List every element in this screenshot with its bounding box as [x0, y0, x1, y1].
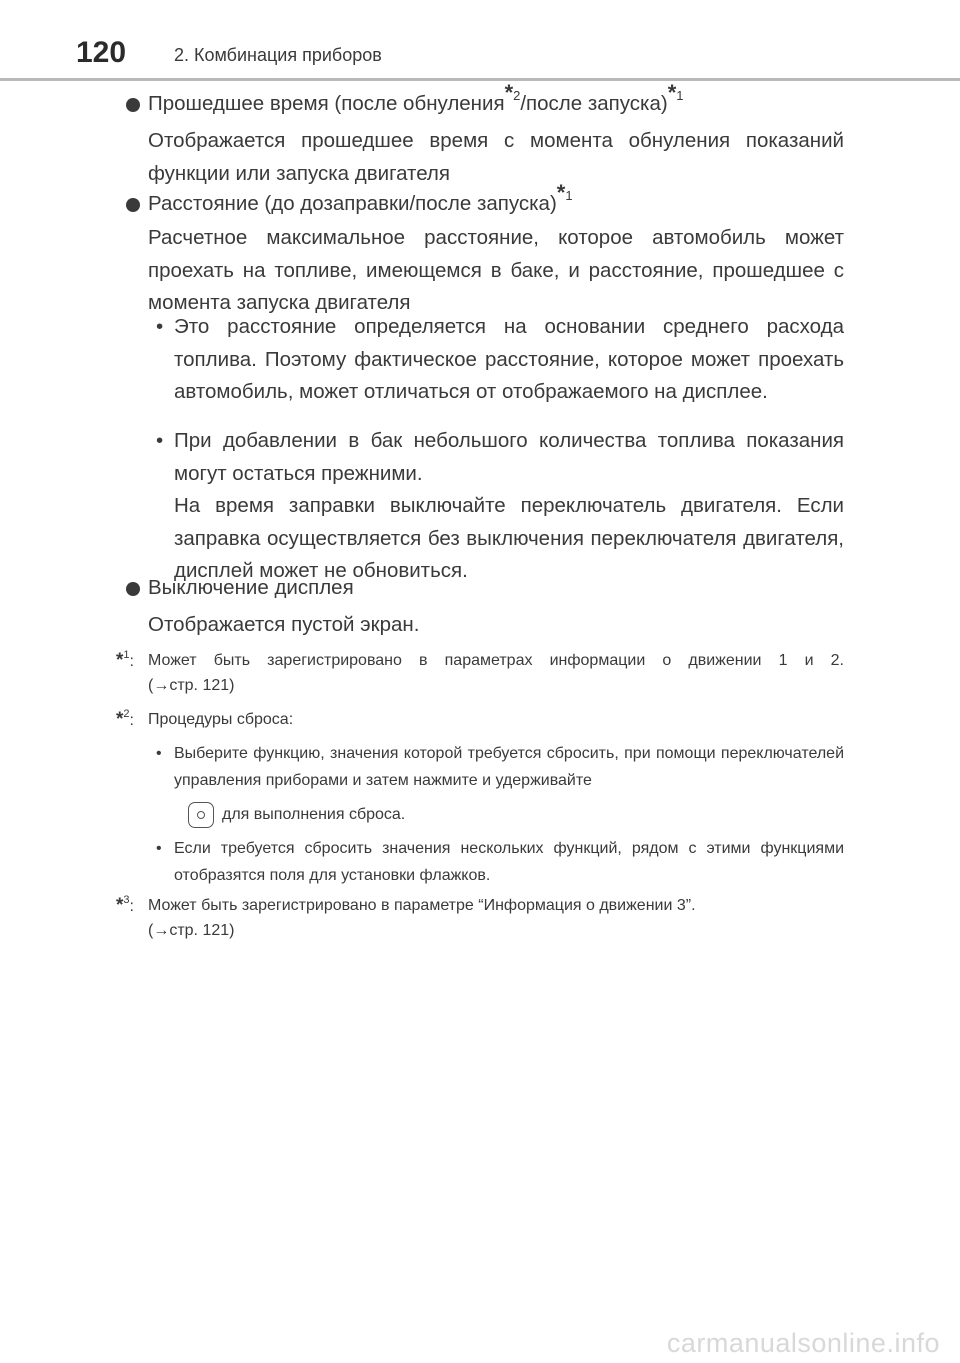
bullet-icon	[126, 582, 140, 596]
footnote-3: *$^3$: Может быть зарегистрировано в параметре “Информация о движении 3”. (→стр. 121)	[116, 893, 844, 943]
display-off-description: Отображается пустой экран.	[148, 613, 420, 636]
bullet-icon	[126, 98, 140, 112]
page-header	[0, 0, 960, 80]
footnote-3-ref: (→стр. 121)	[148, 922, 235, 939]
footnote-2: *$^2$: Процедуры сброса:	[116, 707, 294, 730]
list-bullet: •	[156, 840, 162, 857]
footnote-1-ref: (→стр. 121)	[148, 677, 235, 694]
elapsed-time-description: Отображается прошедшее время с момента обнуления показаний функции или запуска двигателя	[148, 129, 844, 185]
footnote-2-item-2: • Если требуется сбросить значения нескольких функций, рядом с этими функциями отобразятся поля для установки флажков.	[156, 835, 844, 889]
page-number: 120	[76, 36, 127, 69]
distance-note-3: На время заправки выключайте переключатель двигателя. Если заправка осуществляется без выключения переключателя двигателя, дисплей может не обновиться.	[174, 494, 844, 582]
distance-note-2: • При добавлении в бак небольшого количества топлива показания могут остаться прежними.	[156, 425, 844, 490]
header-divider	[0, 78, 960, 81]
distance-note-1: • Это расстояние определяется на основании среднего расхода топлива. Поэтому фактическое расстояние, которое может проехать автомобиль, может отличаться от отображаемого на дисплее.	[156, 311, 844, 409]
watermark: carmanualsonline.info	[666, 1328, 940, 1358]
list-bullet: •	[156, 315, 164, 338]
bullet-icon	[126, 198, 140, 212]
list-bullet: •	[156, 745, 162, 762]
list-bullet: •	[156, 429, 164, 452]
chapter-title: 2. Комбинация приборов	[174, 45, 382, 65]
reset-switch-icon	[188, 802, 214, 828]
footnote-2-item-1: • Выберите функцию, значения которой требуется сбросить, при помощи переключателей управления приборами и затем нажмите и удерживайте	[156, 740, 844, 794]
footnote-2-item-1-cont: для выполнения сброса.	[156, 801, 844, 828]
distance-description: Расчетное максимальное расстояние, которое автомобиль может проехать на топливе, имеющемся в баке, и расстояние, прошедшее с момента запуска двигателя	[148, 226, 844, 314]
footnote-1: *$^1$: Может быть зарегистрировано в параметрах информации о движении 1 и 2. (→стр. 121)	[116, 648, 844, 698]
